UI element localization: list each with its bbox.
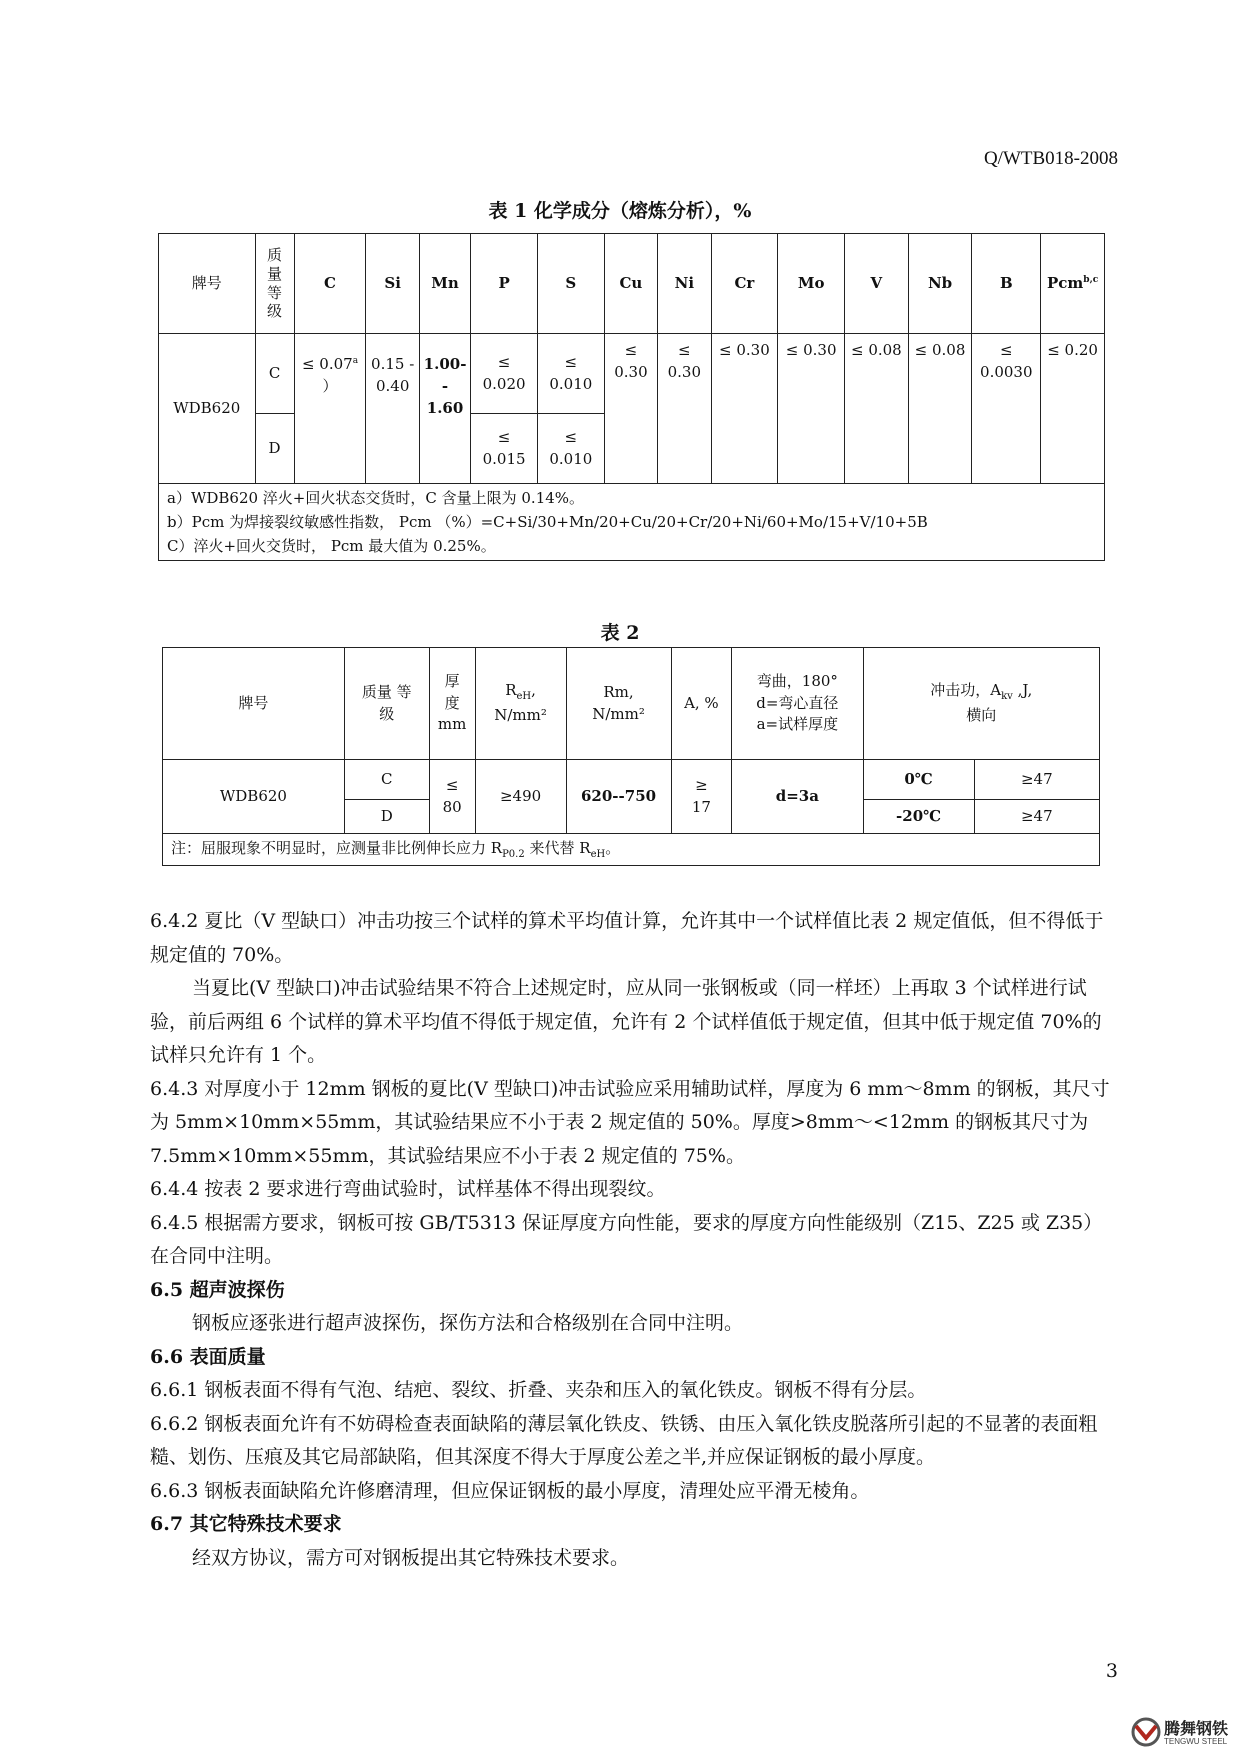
level-d-cell: D <box>255 414 294 484</box>
chemical-composition-table <box>158 233 1105 561</box>
t2-header-thickness: 厚 度 mm <box>429 648 475 760</box>
si-value-cell: 0.15 - 0.40 <box>366 334 419 484</box>
nb-value-cell: ≤ 0.08 <box>908 334 972 484</box>
pcm-value-cell: ≤ 0.20 <box>1041 334 1105 484</box>
header-pcm: Pcm$^{b,c}$ <box>1041 234 1105 334</box>
para-6-5: 钢板应逐张进行超声波探伤，探伤方法和合格级别在合同中注明。 <box>192 1312 744 1334</box>
t2-thickness-cell: ≤ 80 <box>429 760 475 834</box>
t2-header-level: 质量 等级 <box>344 648 429 760</box>
table1-note-b: b）Pcm 为焊接裂纹敏感性指数， Pcm （%）=C+Si/30+Mn/20+Cu/20+Cr/20+Ni/60+Mo/15+V/10+5B <box>167 513 928 531</box>
header-nb: Nb <box>908 234 972 334</box>
p-d-cell: ≤ 0.015 <box>471 414 538 484</box>
header-p: P <box>471 234 538 334</box>
table2-note: 注：屈服现象不明显时，应测量非比例伸长应力 $R_{P0.2}$ 来代替 $R_{eH}$。 <box>163 834 1100 866</box>
table2-header-row <box>163 648 1100 760</box>
header-grade: 牌号 <box>159 234 256 334</box>
cr-value-cell: ≤ 0.30 <box>711 334 778 484</box>
header-v: V <box>845 234 909 334</box>
para-6-6-2: 6.6.2 钢板表面允许有不妨碍检查表面缺陷的薄层氧化铁皮、铁锈、由压入氧化铁皮脱落所引起的不显著的表面粗糙、划伤、压痕及其它局部缺陷，但其深度不得大于厚度公差之半,并应保证钢板的最小厚度。 <box>150 1412 1098 1468</box>
para-6-4-2: 6.4.2 夏比（V 型缺口）冲击功按三个试样的算术平均值计算，允许其中一个试样值比表 2 规定值低，但不得低于规定值的 70%。 <box>150 910 1104 966</box>
t2-reh-cell: ≥490 <box>475 760 566 834</box>
t2-temp-d-cell: -20℃ <box>863 800 974 834</box>
t2-akv-d-cell: ≥47 <box>974 800 1099 834</box>
t2-level-d-cell: D <box>344 800 429 834</box>
table2-row-c <box>163 760 1100 800</box>
body-text <box>150 905 1115 1575</box>
table1-note-a: a）WDB620 淬火+回火状态交货时，C 含量上限为 0.14%。 <box>167 489 585 507</box>
table1-caption: 表 1 化学成分（熔炼分析），% <box>488 200 752 222</box>
table1-header-row <box>159 234 1105 334</box>
mn-value-cell: 1.00- - 1.60 <box>419 334 470 484</box>
table1-note-c: C）淬火+回火交货时， Pcm 最大值为 0.25%。 <box>167 537 496 555</box>
page-number: 3 <box>1105 1660 1118 1682</box>
header-c: C <box>294 234 366 334</box>
header-cu: Cu <box>604 234 657 334</box>
ni-value-cell: ≤ 0.30 <box>658 334 711 484</box>
para-6-6-1: 6.6.1 钢板表面不得有气泡、结疤、裂纹、折叠、夹杂和压入的氧化铁皮。钢板不得有分层。 <box>150 1379 927 1401</box>
para-6-4-5: 6.4.5 根据需方要求，钢板可按 GB/T5313 保证厚度方向性能，要求的厚度方向性能级别（Z15、Z25 或 Z35）在合同中注明。 <box>150 1211 1103 1267</box>
t2-header-a: A, % <box>671 648 732 760</box>
t2-header-bend: 弯曲，180° d=弯心直径 a=试样厚度 <box>732 648 863 760</box>
para-6-7: 经双方协议，需方可对钢板提出其它特殊技术要求。 <box>192 1546 630 1569</box>
header-cr: Cr <box>711 234 778 334</box>
table1-notes-row <box>159 484 1105 561</box>
s-c-cell: ≤ 0.010 <box>537 334 604 414</box>
table1-row-c <box>159 334 1105 414</box>
header-b: B <box>972 234 1041 334</box>
t2-grade-cell: WDB620 <box>163 760 345 834</box>
table1-notes <box>159 484 1105 561</box>
header-s: S <box>537 234 604 334</box>
company-logo <box>1130 1712 1240 1754</box>
header-si: Si <box>366 234 419 334</box>
logo-text: 腾舞钢铁 <box>1164 1719 1229 1738</box>
para-6-4-2-cont: 当夏比(V 型缺口)冲击试验结果不符合上述规定时，应从同一张钢板或（同一样坯）上再取 3 个试样进行试验，前后两组 6 个试样的算术平均值不得低于规定值，允许有 2 个试样值低于规定值，但其中低于规定值 70%的试样只允许有 1 个。 <box>150 977 1102 1066</box>
t2-temp-c-cell: 0℃ <box>863 760 974 800</box>
mo-value-cell: ≤ 0.30 <box>778 334 845 484</box>
v-value-cell: ≤ 0.08 <box>845 334 909 484</box>
document-number: Q/WTB018-2008 <box>983 148 1118 169</box>
t2-level-c-cell: C <box>344 760 429 800</box>
b-value-cell: ≤ 0.0030 <box>972 334 1041 484</box>
mechanical-properties-table <box>162 647 1100 866</box>
cu-value-cell: ≤ 0.30 <box>604 334 657 484</box>
heading-6-6: 6.6 表面质量 <box>150 1345 266 1368</box>
header-mo: Mo <box>778 234 845 334</box>
t2-bend-cell: d=3a <box>732 760 863 834</box>
t2-a-cell: ≥ 17 <box>671 760 732 834</box>
t2-akv-c-cell: ≥47 <box>974 760 1099 800</box>
level-c-cell: C <box>255 334 294 414</box>
heading-6-7: 6.7 其它特殊技术要求 <box>150 1513 342 1535</box>
para-6-4-3: 6.4.3 对厚度小于 12mm 钢板的夏比(V 型缺口)冲击试验应采用辅助试样，厚度为 6 mm～8mm 的钢板，其尺寸为 5mm×10mm×55mm，其试验结果应不小于表 2 规定值的 50%。厚度>8mm～<12mm 的钢板其尺寸为 7.5mm×10mm×55mm，其试验结果应不小于表 2 规定值的 75%。 <box>150 1077 1110 1167</box>
header-ni: Ni <box>658 234 711 334</box>
header-level: 质量等级 <box>255 234 294 334</box>
para-6-4-4: 6.4.4 按表 2 要求进行弯曲试验时，试样基体不得出现裂纹。 <box>150 1178 666 1200</box>
table2-note-row <box>163 834 1100 866</box>
header-mn: Mn <box>419 234 470 334</box>
c-value-cell: ≤ 0.07$^a$ ） <box>294 334 366 484</box>
t2-header-grade: 牌号 <box>163 648 345 760</box>
t2-header-rm: Rm, N/mm² <box>566 648 671 760</box>
s-d-cell: ≤ 0.010 <box>537 414 604 484</box>
t2-rm-cell: 620--750 <box>566 760 671 834</box>
grade-cell: WDB620 <box>159 334 256 484</box>
table2-caption: 表 2 <box>600 622 640 644</box>
p-c-cell: ≤ 0.020 <box>471 334 538 414</box>
t2-header-impact: 冲击功，$A_{kv}$ ,J, 横向 <box>863 648 1099 760</box>
heading-6-5: 6.5 超声波探伤 <box>150 1278 285 1301</box>
t2-header-reh: $R_{eH}$, N/mm² <box>475 648 566 760</box>
logo-subtext: TENGWU STEEL <box>1164 1737 1228 1746</box>
para-6-6-3: 6.6.3 钢板表面缺陷允许修磨清理，但应保证钢板的最小厚度，清理处应平滑无棱角。 <box>150 1479 870 1502</box>
